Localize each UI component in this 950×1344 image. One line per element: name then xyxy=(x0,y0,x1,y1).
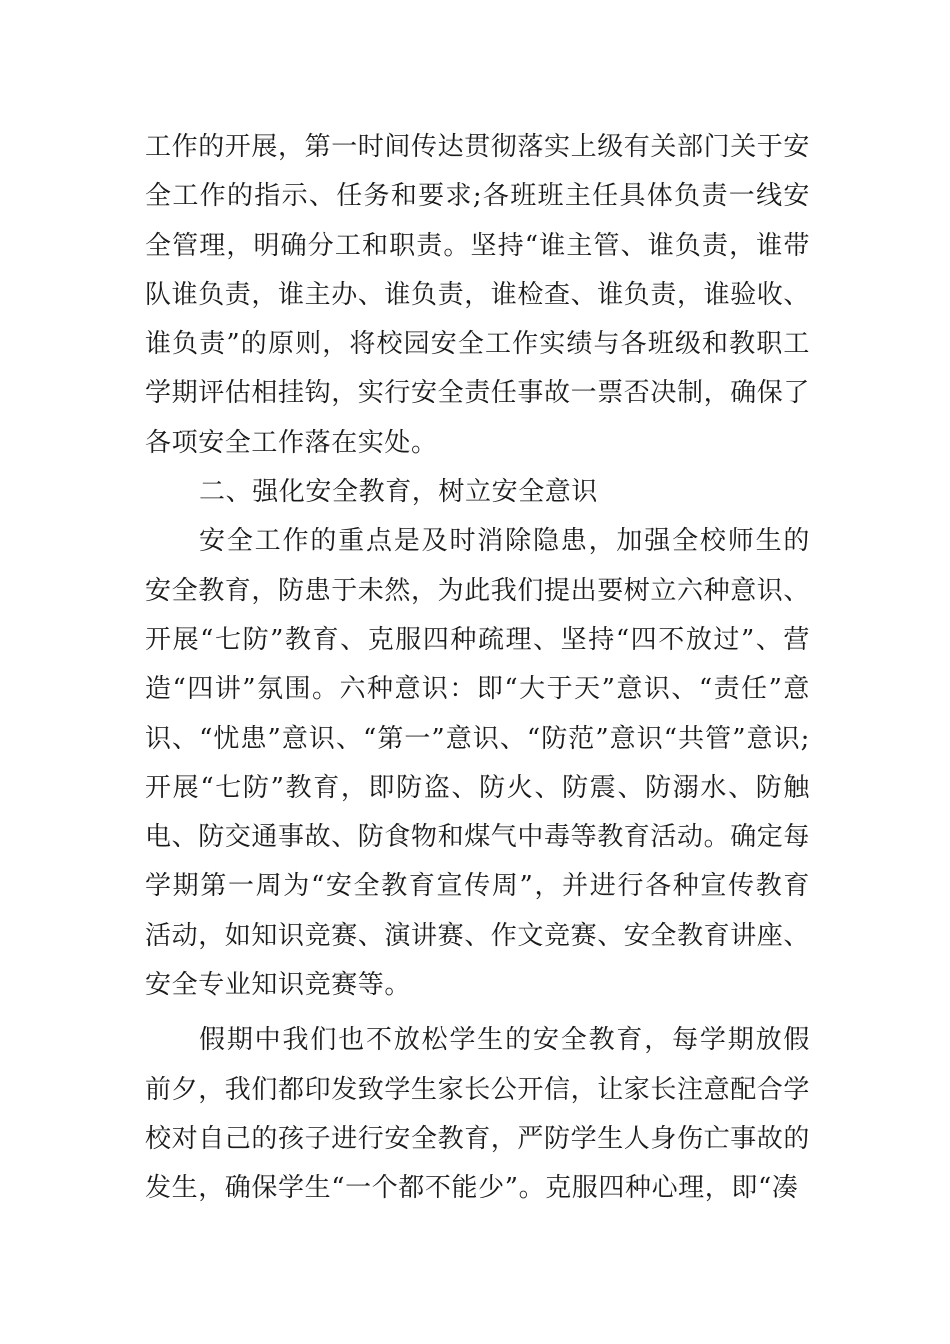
paragraph-responsibility: 工作的开展，第一时间传达贯彻落实上级有关部门关于安全工作的指示、任务和要求;各班班主任具体负责一线安全管理，明确分工和职责。坚持“谁主管、谁负责，谁带队谁负责，谁主办、谁负责，谁检查、谁负责，谁验收、谁负责”的原则，将校园安全工作实绩与各班级和教职工学期评估相挂钩，实行安全责任事故一票否决制，确保了各项安全工作落在实处。 xyxy=(145,132,811,458)
paragraph-safety-awareness: 安全工作的重点是及时消除隐患，加强全校师生的安全教育，防患于未然，为此我们提出要树立六种意识、开展“七防”教育、克服四种疏理、坚持“四不放过”、营造“四讲”氛围。六种意识：即“大于天”意识、“责任”意识、“忧患”意识、“第一”意识、“防范”意识“共管”意识;开展“七防”教育，即防盗、防火、防震、防溺水、防触电、防交通事故、防食物和煤气中毒等教育活动。确定每学期第一周为“安全教育宣传周”，并进行各种宣传教育活动，如知识竞赛、演讲赛、作文竞赛、安全教育讲座、安全专业知识竞赛等。 xyxy=(145,526,811,1001)
paragraph-holiday-education: 假期中我们也不放松学生的安全教育，每学期放假前夕，我们都印发致学生家长公开信，让家长注意配合学校对自己的孩子进行安全教育，严防学生人身伤亡事故的发生，确保学生“一个都不能少”。克服四种心理，即“凑 xyxy=(145,1025,811,1204)
document-body xyxy=(145,123,810,1214)
section-heading-safety-education: 二、强化安全教育，树立安全意识 xyxy=(199,477,599,508)
